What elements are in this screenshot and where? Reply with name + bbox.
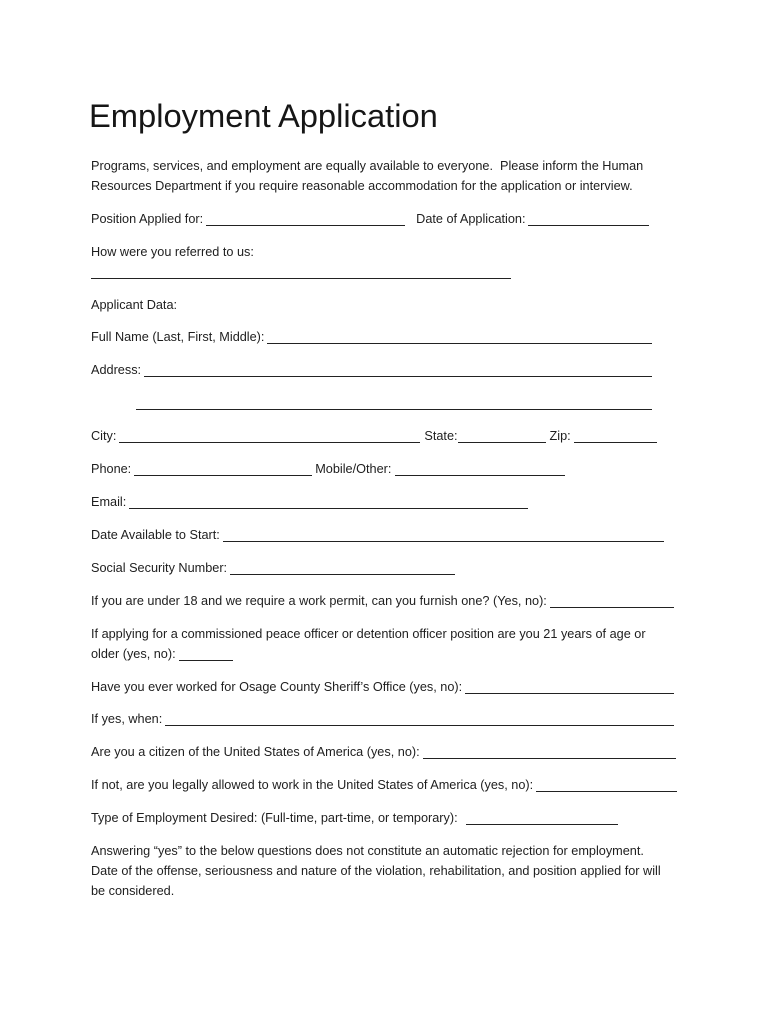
- work-authorized-row: [91, 775, 677, 795]
- worked-before-field[interactable]: [465, 677, 674, 694]
- mobile-field[interactable]: [395, 459, 565, 476]
- zip-label: Zip:: [549, 429, 571, 443]
- citizen-label: Are you a citizen of the United States of America (yes, no):: [91, 745, 420, 759]
- phone-field[interactable]: [134, 459, 312, 476]
- worked-before-label: Have you ever worked for Osage County Sheriff’s Office (yes, no):: [91, 680, 463, 694]
- city-field[interactable]: [119, 426, 420, 443]
- phone-label: Phone:: [91, 462, 132, 476]
- ssn-row: [91, 558, 455, 578]
- worked-when-label: If yes, when:: [91, 712, 163, 726]
- work-permit-field[interactable]: [550, 591, 674, 608]
- full-name-label: Full Name (Last, First, Middle):: [91, 330, 265, 344]
- worked-when-row: [91, 709, 674, 729]
- date-available-row: [91, 525, 664, 545]
- position-row: [91, 209, 649, 229]
- zip-field[interactable]: [574, 426, 657, 443]
- age-21-label-continued: older (yes, no):: [91, 647, 176, 661]
- notice-line: Answering “yes” to the below questions does not constitute an automatic rejection for employment.: [91, 844, 644, 858]
- address-line-2-row: [136, 393, 652, 413]
- applicant-data-heading: Applicant Data:: [91, 298, 178, 312]
- work-permit-label: If you are under 18 and we require a work permit, can you furnish one? (Yes, no):: [91, 594, 547, 608]
- page-title: Employment Application: [89, 97, 438, 134]
- intro-line: Programs, services, and employment are equally available to everyone. Please inform the Human: [91, 159, 644, 173]
- worked-before-row: [91, 677, 674, 697]
- position-applied-field[interactable]: [206, 209, 405, 226]
- notice-line: be considered.: [91, 884, 175, 898]
- state-label: State:: [424, 429, 458, 443]
- email-row: [91, 492, 528, 512]
- worked-when-field[interactable]: [165, 709, 674, 726]
- date-of-application-label: Date of Application:: [416, 212, 526, 226]
- citizen-row: [91, 742, 676, 762]
- ssn-label: Social Security Number:: [91, 561, 228, 575]
- applicant-data-row: [91, 295, 177, 315]
- date-available-field[interactable]: [223, 525, 664, 542]
- age-21-row: [91, 624, 646, 644]
- work-authorized-field[interactable]: [536, 775, 677, 792]
- position-applied-label: Position Applied for:: [91, 212, 204, 226]
- full-name-row: [91, 327, 652, 347]
- employment-type-label: Type of Employment Desired: (Full-time, part-time, or temporary):: [91, 811, 458, 825]
- address-label: Address:: [91, 363, 142, 377]
- email-field[interactable]: [129, 492, 528, 509]
- referral-answer-row: [91, 262, 511, 282]
- email-label: Email:: [91, 495, 127, 509]
- mobile-label: Mobile/Other:: [315, 462, 392, 476]
- referral-label: How were you referred to us:: [91, 245, 254, 259]
- city-label: City:: [91, 429, 117, 443]
- age-21-answer-row: [91, 644, 233, 664]
- age-21-field[interactable]: [179, 644, 233, 661]
- employment-type-row: [91, 808, 618, 828]
- work-permit-row: [91, 591, 674, 611]
- ssn-field[interactable]: [230, 558, 455, 575]
- citizen-field[interactable]: [423, 742, 676, 759]
- intro-line: Resources Department if you require reasonable accommodation for the application or interview.: [91, 179, 633, 193]
- address-line-2-field[interactable]: [136, 393, 652, 410]
- notice-paragraph: [91, 841, 661, 901]
- employment-type-field[interactable]: [466, 808, 618, 825]
- full-name-field[interactable]: [267, 327, 652, 344]
- age-21-label: If applying for a commissioned peace officer or detention officer position are you 21 years of age or: [91, 627, 646, 641]
- referral-row: [91, 242, 254, 262]
- referral-field[interactable]: [91, 262, 511, 279]
- intro-paragraph: [91, 156, 643, 196]
- address-row: [91, 360, 652, 380]
- address-field[interactable]: [144, 360, 652, 377]
- state-field[interactable]: [458, 426, 546, 443]
- date-of-application-field[interactable]: [528, 209, 649, 226]
- phone-row: [91, 459, 565, 479]
- city-state-zip-row: [91, 426, 657, 446]
- notice-line: Date of the offense, seriousness and nature of the violation, rehabilitation, and position applied for will: [91, 864, 661, 878]
- date-available-label: Date Available to Start:: [91, 528, 220, 542]
- work-authorized-label: If not, are you legally allowed to work in the United States of America (yes, no):: [91, 778, 534, 792]
